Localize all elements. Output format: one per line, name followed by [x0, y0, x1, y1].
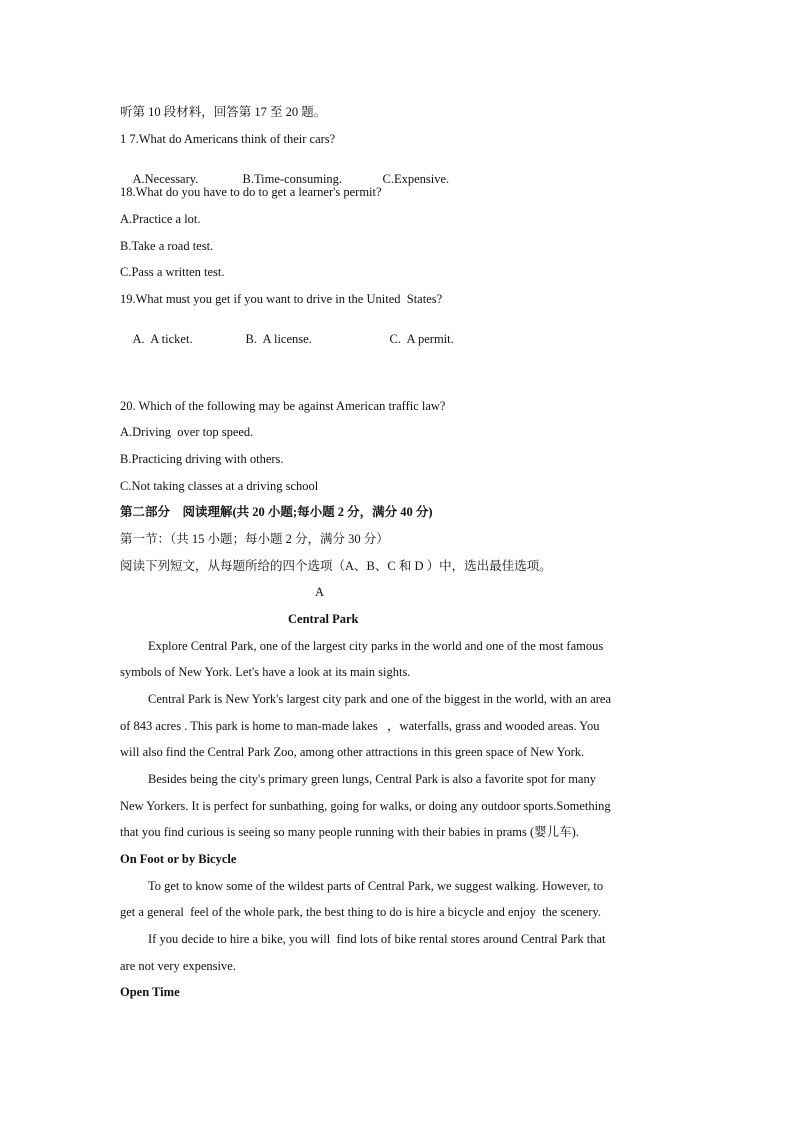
paragraph-line: get a general feel of the whole park, the best thing to do is hire a bicycle and enjoy the scenery. [120, 905, 601, 919]
option-b: B.Practicing driving with others. [120, 452, 284, 466]
option-b: B. A license. [245, 331, 312, 346]
option-b: B.Time-consuming. [242, 171, 343, 186]
question-19-options [120, 320, 454, 358]
option-b: B.Take a road test. [120, 239, 214, 253]
option-a: A.Practice a lot. [120, 212, 201, 226]
passage-title: Central Park [288, 612, 359, 626]
question-18-stem: 18.What do you have to do to get a learner's permit? [120, 185, 382, 199]
option-c: C. A permit. [389, 331, 454, 346]
paragraph-line: that you find curious is seeing so many people running with their babies in prams (婴儿车). [120, 825, 579, 839]
paragraph-line: If you decide to hire a bike, you will find lots of bike rental stores around Central Park that [148, 932, 606, 946]
option-a: A.Driving over top speed. [120, 425, 254, 439]
section1-heading: 第一节：（共 15 小题；每小题 2 分，满分 30 分） [120, 532, 389, 546]
paragraph-line: symbols of New York. Let's have a look at its main sights. [120, 665, 411, 679]
passage-letter: A [315, 585, 325, 599]
part2-heading: 第二部分 阅读理解(共 20 小题;每小题 2 分，满分 40 分) [120, 505, 433, 519]
paragraph-line: of 843 acres . This park is home to man-made lakes ，waterfalls, grass and wooded areas. You [120, 719, 600, 733]
option-c: C.Pass a written test. [120, 265, 225, 279]
question-20-stem: 20. Which of the following may be against American traffic law? [120, 399, 446, 413]
section-intro: 听第 10 段材料，回答第 17 至 20 题。 [120, 105, 327, 119]
paragraph-line: Explore Central Park, one of the largest city parks in the world and one of the most famous [148, 639, 604, 653]
paragraph-line: Central Park is New York's largest city park and one of the biggest in the world, with an area [148, 692, 612, 706]
paragraph-line: To get to know some of the wildest parts of Central Park, we suggest walking. However, to [148, 879, 604, 893]
reading-instruction: 阅读下列短文，从每题所给的四个选项（A、B、C 和 D ）中，选出最佳选项。 [120, 559, 552, 573]
paragraph-line: Besides being the city's primary green lungs, Central Park is also a favorite spot for many [148, 772, 596, 786]
paragraph-line: will also find the Central Park Zoo, among other attractions in this green space of New York. [120, 745, 585, 759]
option-c: C.Not taking classes at a driving school [120, 479, 319, 493]
subheading-open-time: Open Time [120, 985, 180, 999]
question-19-stem: 19.What must you get if you want to drive in the United States? [120, 292, 443, 306]
option-a: A. A ticket. [132, 331, 193, 346]
paragraph-line: New Yorkers. It is perfect for sunbathing, going for walks, or doing any outdoor sports.Something [120, 799, 611, 813]
option-a: A.Necessary. [132, 171, 199, 186]
paragraph-line: are not very expensive. [120, 959, 236, 973]
question-17-stem: 1 7.What do Americans think of their cars? [120, 132, 336, 146]
option-c: C.Expensive. [382, 171, 450, 186]
subheading-on-foot: On Foot or by Bicycle [120, 852, 237, 866]
